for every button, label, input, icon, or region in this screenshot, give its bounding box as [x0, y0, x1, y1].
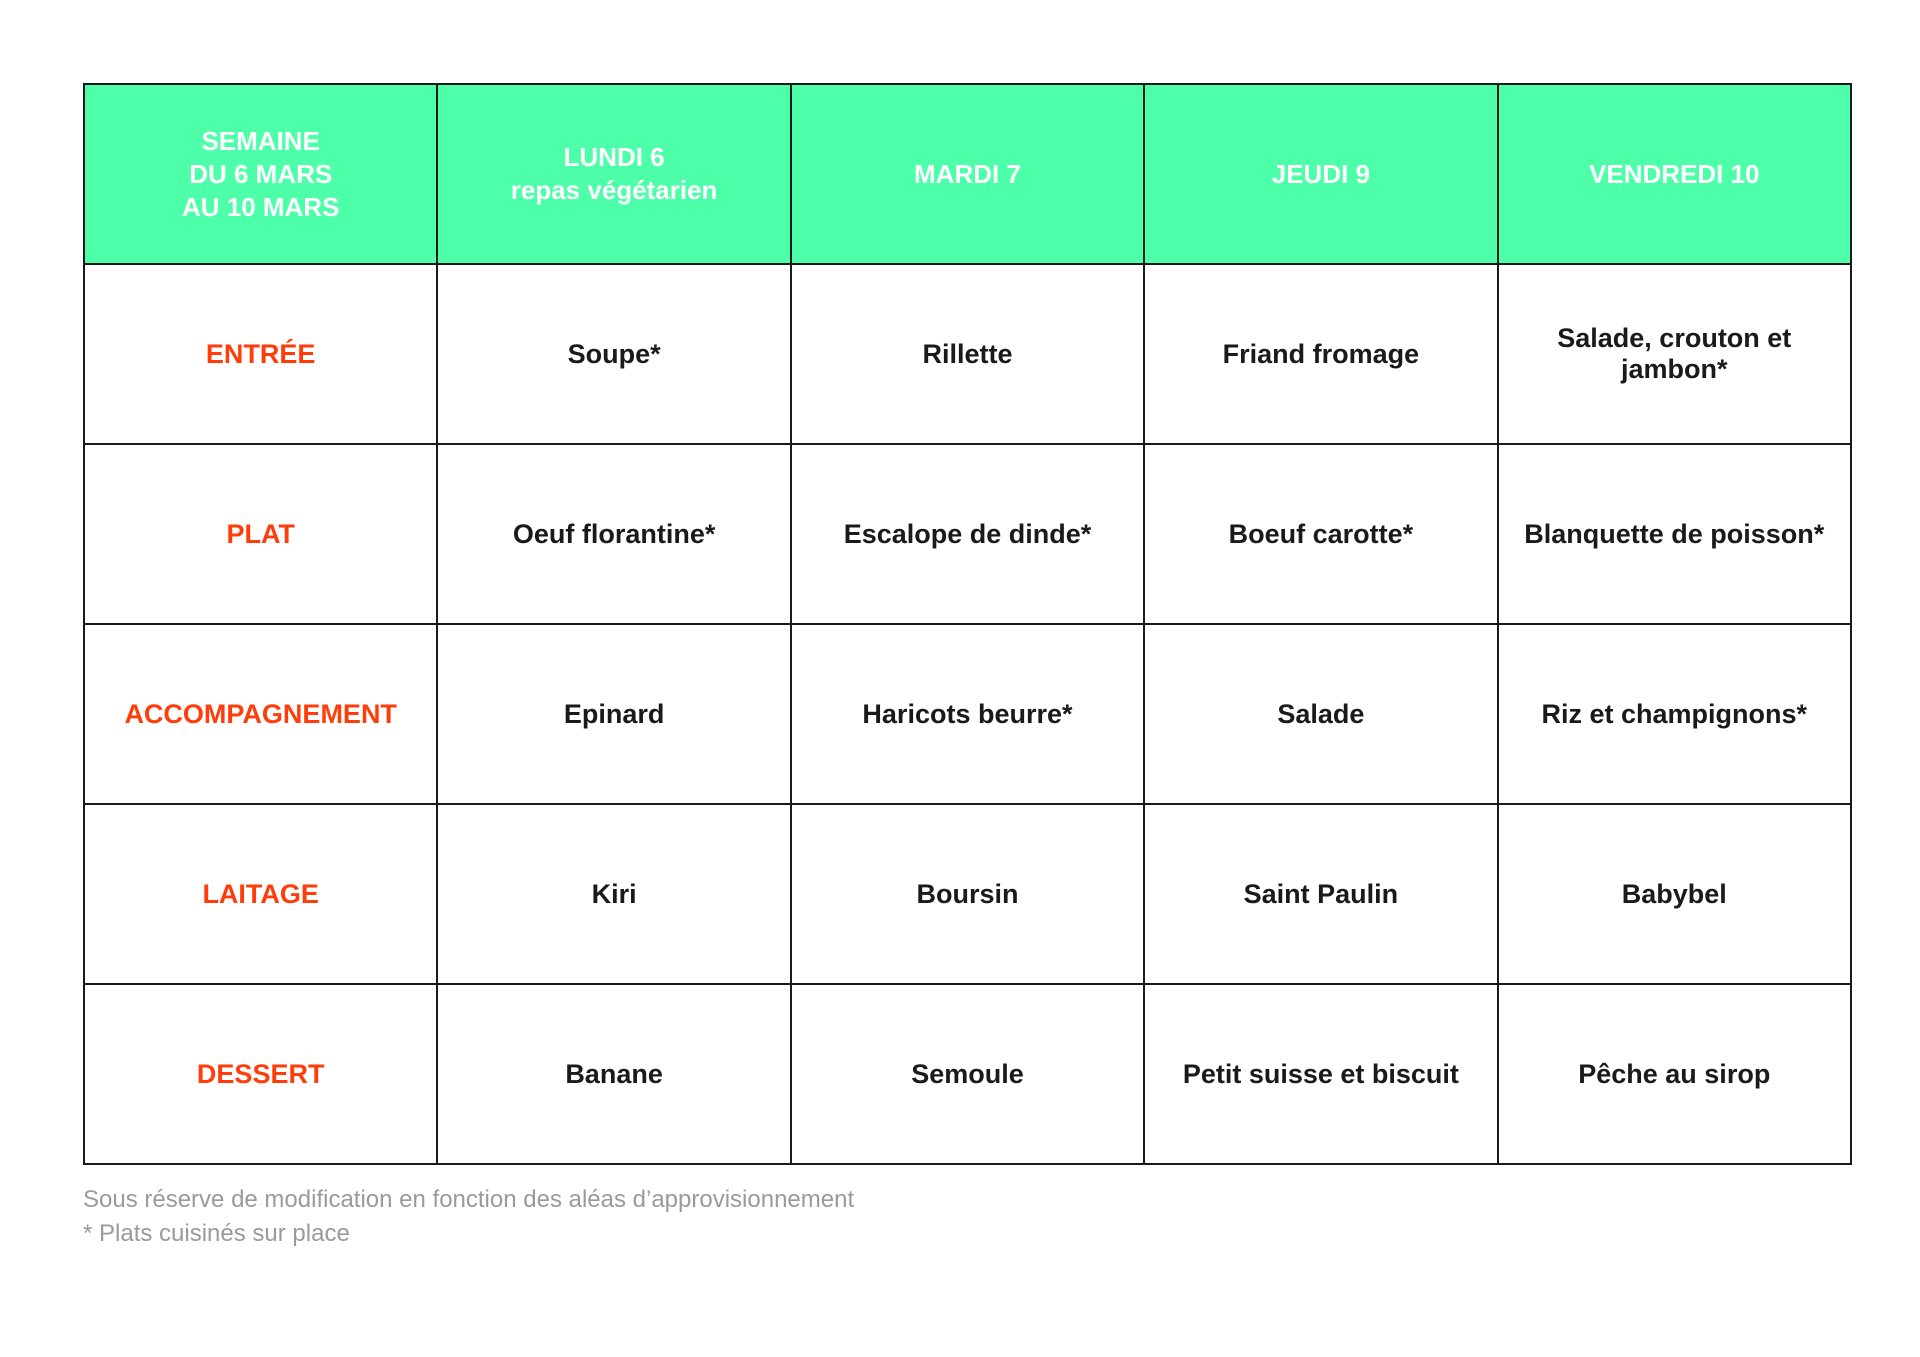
dish-cell: Haricots beurre*	[791, 624, 1144, 804]
dish-cell: Semoule	[791, 984, 1144, 1164]
day-label: MARDI 7	[914, 158, 1021, 189]
day-label: VENDREDI 10	[1589, 158, 1760, 189]
dish-cell: Rillette	[791, 264, 1144, 444]
day-label: JEUDI 9	[1271, 158, 1370, 189]
homemade-footnote: * Plats cuisinés sur place	[83, 1220, 350, 1247]
dish-cell: Soupe*	[437, 264, 790, 444]
header-row	[84, 84, 1851, 264]
supply-disclaimer: Sous réserve de modification en fonction des aléas d’approvisionnement	[83, 1186, 855, 1213]
footnotes	[83, 1183, 854, 1251]
dish-cell: Friand fromage	[1144, 264, 1497, 444]
dish-cell: Blanquette de poisson*	[1498, 444, 1851, 624]
dish-cell: Oeuf florantine*	[437, 444, 790, 624]
category-cell: DESSERT	[84, 984, 437, 1164]
day-label: LUNDI 6	[563, 142, 665, 172]
dish-cell: Banane	[437, 984, 790, 1164]
week-line: SEMAINE	[201, 125, 320, 156]
category-cell: PLAT	[84, 444, 437, 624]
table-row	[84, 984, 1851, 1164]
dish-cell: Salade, crouton et jambon*	[1498, 264, 1851, 444]
dish-cell: Boeuf carotte*	[1144, 444, 1497, 624]
table-row	[84, 264, 1851, 444]
menu-table	[83, 83, 1852, 1165]
week-header-cell	[84, 84, 437, 264]
category-cell: LAITAGE	[84, 804, 437, 984]
day-header-cell	[1498, 84, 1851, 264]
dish-cell: Boursin	[791, 804, 1144, 984]
table-row	[84, 444, 1851, 624]
week-line: AU 10 MARS	[181, 191, 340, 222]
day-header-cell	[437, 84, 790, 264]
dish-cell: Saint Paulin	[1144, 804, 1497, 984]
dish-cell: Pêche au sirop	[1498, 984, 1851, 1164]
dish-cell: Petit suisse et biscuit	[1144, 984, 1497, 1164]
dish-cell: Salade	[1144, 624, 1497, 804]
day-header-cell	[1144, 84, 1497, 264]
dish-cell: Epinard	[437, 624, 790, 804]
category-cell: ENTRÉE	[84, 264, 437, 444]
dish-cell: Escalope de dinde*	[791, 444, 1144, 624]
week-line: DU 6 MARS	[189, 158, 333, 189]
table-row	[84, 624, 1851, 804]
day-note: repas végétarien	[510, 175, 718, 205]
dish-cell: Kiri	[437, 804, 790, 984]
dish-cell: Babybel	[1498, 804, 1851, 984]
category-cell: ACCOMPAGNEMENT	[84, 624, 437, 804]
dish-cell: Riz et champignons*	[1498, 624, 1851, 804]
table-row	[84, 804, 1851, 984]
day-header-cell	[791, 84, 1144, 264]
